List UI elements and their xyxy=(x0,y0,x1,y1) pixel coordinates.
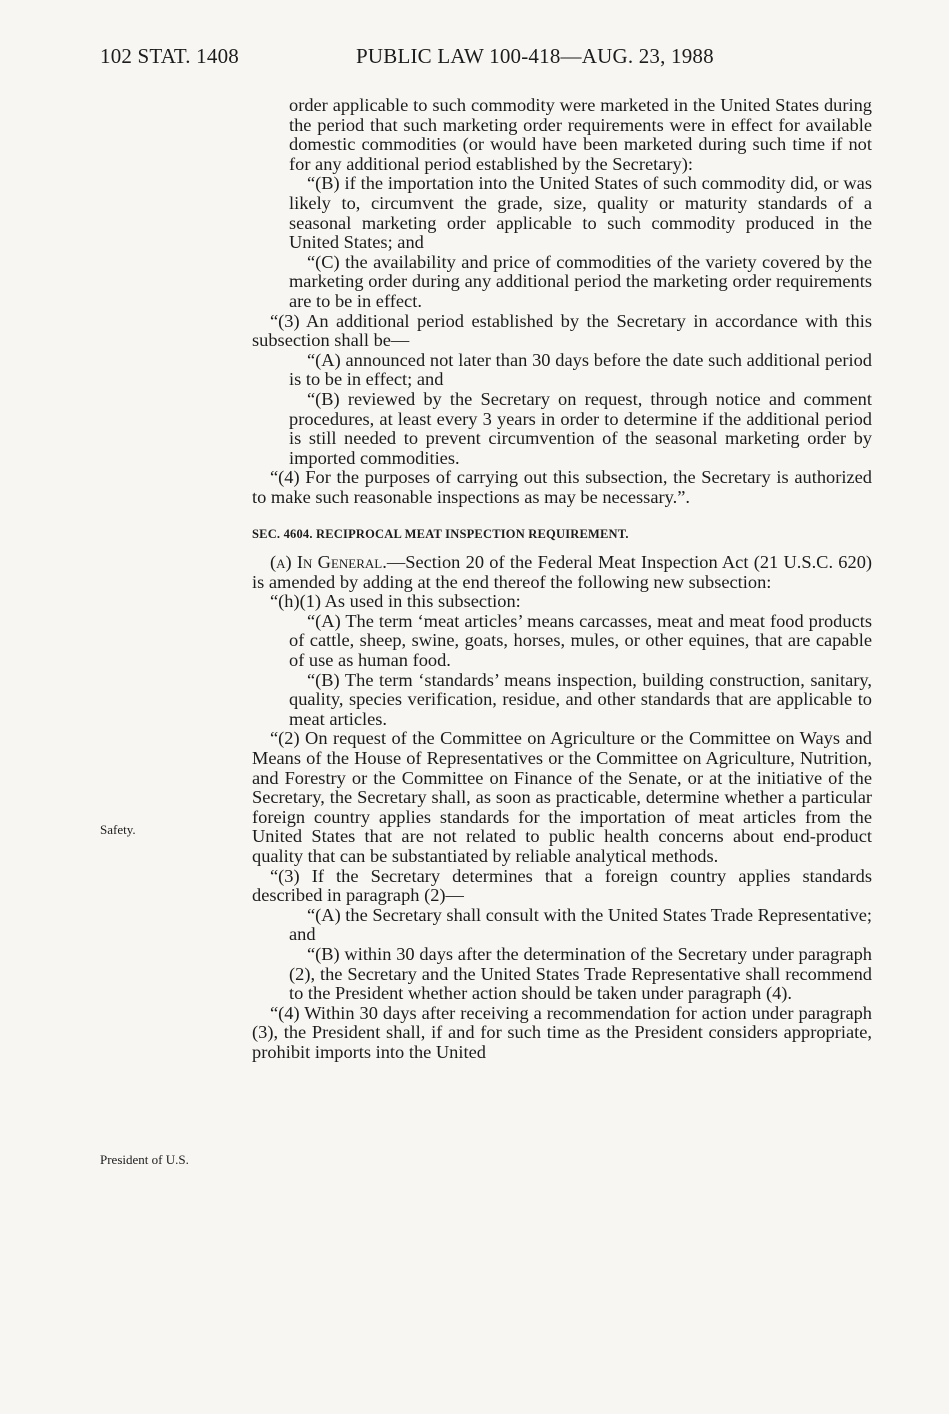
paragraph: “(B) within 30 days after the determination of the Secretary under paragraph (2), the Secretary and the United States Trade Representative shall recommend to the President whether action should be taken under paragraph (4). xyxy=(289,943,872,1004)
subsection-label: (a) In General. xyxy=(270,552,387,573)
margin-note-president: President of U.S. xyxy=(100,1152,189,1167)
paragraph: “(B) reviewed by the Secretary on request, through notice and comment procedures, at least every 3 years in order to determine if the additional period is still needed to prevent circumvention of the seasonal marketing order by imported commodities. xyxy=(289,388,872,468)
paragraph xyxy=(252,553,872,592)
paragraph: “(3) If the Secretary determines that a foreign country applies standards described in paragraph (2)— xyxy=(252,865,872,906)
stat-page-number: 102 STAT. 1408 xyxy=(100,44,239,68)
public-law-title: PUBLIC LAW 100-418—AUG. 23, 1988 xyxy=(356,44,714,68)
paragraph: “(A) the Secretary shall consult with the United States Trade Representative; and xyxy=(289,904,872,945)
paragraph: “(A) announced not later than 30 days before the date such additional period is to be in effect; and xyxy=(289,349,872,390)
paragraph: “(h)(1) As used in this subsection: xyxy=(270,591,521,612)
paragraph: “(3) An additional period established by the Secretary in accordance with this subsection shall be— xyxy=(252,310,872,351)
paragraph: “(C) the availability and price of commodities of the variety covered by the marketing order during any additional period the marketing order requirements are to be in effect. xyxy=(289,251,872,311)
paragraph: “(4) For the purposes of carrying out this subsection, the Secretary is authorized to make such reasonable inspections as may be necessary.”. xyxy=(252,467,872,507)
paragraph: order applicable to such commodity were marketed in the United States during the period that such marketing order requirements were in effect for available domestic commodities (or would have been marketed during such time if not for any additional period established by the Secretary): xyxy=(289,95,872,174)
body-text xyxy=(252,96,872,1063)
paragraph: “(A) The term ‘meat articles’ means carcasses, meat and meat food products of cattle, sheep, swine, goats, horses, mules, or other equines, that are capable of use as human food. xyxy=(289,610,872,671)
paragraph: “(4) Within 30 days after receiving a recommendation for action under paragraph (3), the President shall, if and for such time as the President considers appropriate, prohibit imports into the United xyxy=(252,1002,872,1062)
paragraph: “(B) The term ‘standards’ means inspection, building construction, sanitary, quality, species verification, residue, and other standards that are applicable to meat articles. xyxy=(289,669,872,729)
paragraph-text: —Section 20 of the Federal Meat Inspection Act (21 U.S.C. 620) is amended by adding at the end thereof the following new subsection: xyxy=(252,552,873,592)
margin-note-safety: Safety. xyxy=(100,822,136,837)
paragraph: “(2) On request of the Committee on Agriculture or the Committee on Ways and Means of the House of Representatives or the Committee on Agriculture, Nutrition, and Forestry or the Committee on Finance of the Senate, or at the initiative of the Secretary, the Secretary shall, as soon as practicable, determine whether a particular foreign country applies standards for the importation of meat articles from the United States that are not related to public health concerns about end-product quality that can be substantiated by reliable analytical methods. xyxy=(252,728,872,866)
section-heading: SEC. 4604. RECIPROCAL MEAT INSPECTION REQUIREMENT. xyxy=(252,527,629,542)
paragraph: “(B) if the importation into the United States of such commodity did, or was likely to, circumvent the grade, size, quality or maturity standards of a seasonal marketing order applicable to such commodity produced in the United States; and xyxy=(289,173,872,253)
